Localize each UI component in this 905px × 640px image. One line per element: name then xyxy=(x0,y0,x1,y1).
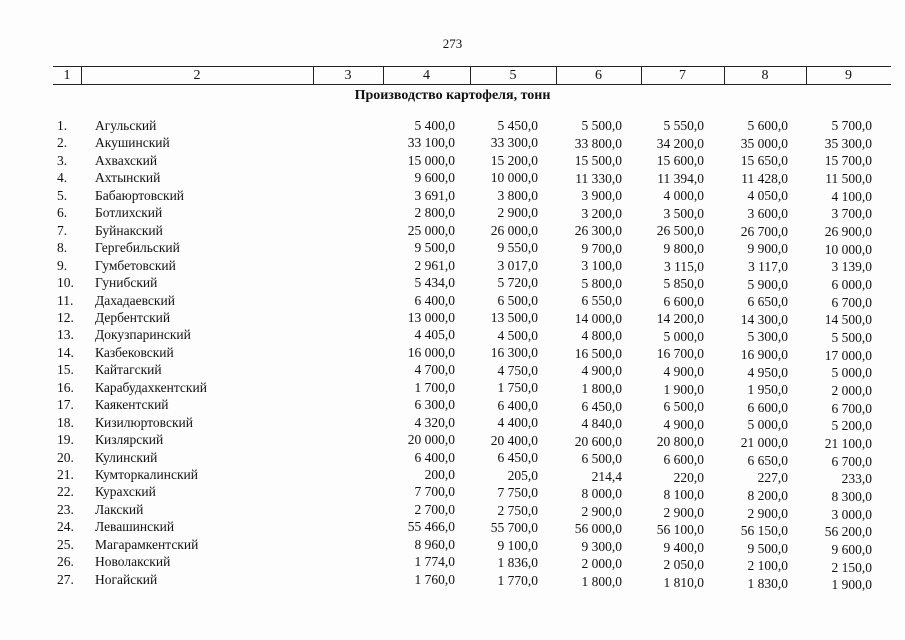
value-cell: 55 466,0 xyxy=(407,519,455,535)
value-cell: 8 100,0 xyxy=(663,487,704,503)
row-number: 1. xyxy=(57,118,68,133)
value-cell: 15 000,0 xyxy=(407,152,455,168)
table-row xyxy=(0,379,905,396)
row-number: 2. xyxy=(57,135,68,151)
value-cell: 4 900,0 xyxy=(663,364,704,380)
value-cell: 4 500,0 xyxy=(497,327,538,343)
table-row xyxy=(0,431,905,451)
value-cell: 2 900,0 xyxy=(497,205,538,221)
value-cell: 6 600,0 xyxy=(747,399,788,415)
district-name: Карабудахкентский xyxy=(95,379,207,395)
value-cell: 3 139,0 xyxy=(831,259,872,275)
value-cell: 15 200,0 xyxy=(490,152,538,168)
value-cell: 14 200,0 xyxy=(656,311,704,327)
value-cell: 1 770,0 xyxy=(497,572,538,588)
row-number: 18. xyxy=(57,414,74,430)
row-number: 24. xyxy=(57,519,74,535)
value-cell: 233,0 xyxy=(841,471,872,487)
value-cell: 2 150,0 xyxy=(831,559,872,575)
row-number: 20. xyxy=(57,449,74,465)
district-name: Гергебильский xyxy=(95,240,180,256)
value-cell: 15 500,0 xyxy=(574,153,622,169)
value-cell: 6 500,0 xyxy=(663,399,704,415)
row-number: 5. xyxy=(57,187,68,203)
value-cell: 56 150,0 xyxy=(740,523,788,539)
table-row xyxy=(0,239,905,256)
value-cell: 5 450,0 xyxy=(497,118,538,133)
value-cell: 5 000,0 xyxy=(831,365,872,381)
district-name: Каякентский xyxy=(95,397,169,413)
value-cell: 8 000,0 xyxy=(581,486,622,502)
value-cell: 35 300,0 xyxy=(824,135,872,151)
value-cell: 6 650,0 xyxy=(747,452,788,468)
value-cell: 3 900,0 xyxy=(581,188,622,204)
value-cell: 4 900,0 xyxy=(663,416,704,432)
value-cell: 16 900,0 xyxy=(740,347,788,363)
value-cell: 4 900,0 xyxy=(581,363,622,379)
value-cell: 4 405,0 xyxy=(414,327,455,343)
district-name: Новолакский xyxy=(95,554,171,570)
district-name: Докузпаринский xyxy=(95,327,191,343)
district-name: Левашинский xyxy=(95,519,175,535)
table-row xyxy=(0,169,905,186)
value-cell: 3 800,0 xyxy=(497,187,538,203)
value-cell: 6 400,0 xyxy=(497,397,538,413)
value-cell: 205,0 xyxy=(507,467,538,483)
row-number: 26. xyxy=(57,554,74,570)
row-number: 11. xyxy=(57,292,74,308)
value-cell: 6 650,0 xyxy=(747,294,788,310)
value-cell: 5 000,0 xyxy=(663,328,704,344)
value-cell: 9 550,0 xyxy=(497,240,538,256)
row-number: 25. xyxy=(57,536,74,552)
district-name: Бабаюртовский xyxy=(95,187,185,203)
row-number: 22. xyxy=(57,484,74,500)
table-row xyxy=(0,222,905,239)
value-cell: 20 800,0 xyxy=(656,434,704,450)
district-name: Акушинский xyxy=(95,135,170,151)
value-cell: 6 450,0 xyxy=(581,398,622,414)
value-cell: 6 700,0 xyxy=(831,453,872,469)
value-cell: 3 691,0 xyxy=(414,187,455,203)
value-cell: 220,0 xyxy=(673,469,704,485)
row-number: 8. xyxy=(57,240,68,256)
value-cell: 5 850,0 xyxy=(663,276,704,292)
value-cell: 9 700,0 xyxy=(581,240,622,256)
district-name: Кизлярский xyxy=(95,432,164,448)
value-cell: 3 500,0 xyxy=(663,205,704,221)
value-cell: 2 900,0 xyxy=(747,505,788,521)
table-row xyxy=(0,449,905,469)
value-cell: 1 950,0 xyxy=(747,382,788,398)
value-cell: 3 000,0 xyxy=(831,506,872,522)
table-row xyxy=(0,117,905,134)
value-cell: 4 750,0 xyxy=(497,362,538,378)
value-cell: 4 800,0 xyxy=(581,328,622,344)
value-cell: 3 600,0 xyxy=(747,206,788,222)
table-row xyxy=(0,344,905,361)
district-name: Кайтагский xyxy=(95,362,162,378)
row-number: 17. xyxy=(57,397,74,413)
value-cell: 9 800,0 xyxy=(663,241,704,257)
value-cell: 6 500,0 xyxy=(581,451,622,467)
value-cell: 9 100,0 xyxy=(497,537,538,553)
value-cell: 2 800,0 xyxy=(414,205,455,221)
table-row xyxy=(0,536,905,557)
header-col-5: 5 xyxy=(509,68,517,83)
value-cell: 6 300,0 xyxy=(414,397,455,413)
value-cell: 21 000,0 xyxy=(740,435,788,451)
value-cell: 14 500,0 xyxy=(824,312,872,328)
header-col-7: 7 xyxy=(679,68,686,83)
value-cell: 1 760,0 xyxy=(414,571,455,587)
value-cell: 13 500,0 xyxy=(490,310,538,326)
row-number: 16. xyxy=(57,379,74,395)
value-cell: 4 840,0 xyxy=(581,416,622,432)
value-cell: 1 810,0 xyxy=(663,574,704,590)
value-cell: 5 550,0 xyxy=(663,118,704,133)
table-row xyxy=(0,274,905,291)
row-number: 9. xyxy=(57,257,68,273)
district-name: Ботлихский xyxy=(95,205,163,221)
header-col-1: 1 xyxy=(63,68,71,83)
value-cell: 5 600,0 xyxy=(747,118,788,133)
value-cell: 5 000,0 xyxy=(747,417,788,433)
district-name: Дербентский xyxy=(95,309,171,325)
value-cell: 4 100,0 xyxy=(831,188,872,204)
table-row xyxy=(0,187,905,204)
value-cell: 5 800,0 xyxy=(581,275,622,291)
value-cell: 5 700,0 xyxy=(831,118,872,133)
row-number: 13. xyxy=(57,327,74,343)
header-col-8: 8 xyxy=(761,68,769,83)
value-cell: 4 400,0 xyxy=(497,415,538,431)
value-cell: 6 600,0 xyxy=(663,293,704,309)
value-cell: 3 700,0 xyxy=(831,206,872,222)
district-name: Гунибский xyxy=(95,275,158,291)
value-cell: 26 300,0 xyxy=(574,223,622,239)
row-number: 7. xyxy=(57,222,68,238)
district-name: Магарамкентский xyxy=(95,536,199,552)
district-name: Кумторкалинский xyxy=(95,467,198,482)
value-cell: 16 300,0 xyxy=(490,345,538,361)
value-cell: 4 950,0 xyxy=(747,364,788,380)
table-row xyxy=(0,501,905,522)
district-name: Ахтынский xyxy=(95,170,161,186)
table-row xyxy=(0,483,905,504)
row-number: 21. xyxy=(57,467,74,482)
row-number: 3. xyxy=(57,152,68,168)
table-row xyxy=(0,292,905,309)
table-row xyxy=(0,134,905,151)
value-cell: 6 700,0 xyxy=(831,294,872,310)
row-number: 14. xyxy=(57,344,74,360)
table-row xyxy=(0,361,905,381)
value-cell: 56 000,0 xyxy=(574,521,622,537)
district-name: Лакский xyxy=(95,501,144,517)
value-cell: 16 500,0 xyxy=(574,345,622,361)
value-cell: 6 450,0 xyxy=(497,450,538,466)
value-cell: 5 300,0 xyxy=(747,329,788,345)
value-cell: 5 434,0 xyxy=(414,275,455,291)
table-row xyxy=(0,466,905,487)
value-cell: 3 017,0 xyxy=(497,257,538,273)
value-cell: 26 500,0 xyxy=(656,223,704,239)
value-cell: 15 600,0 xyxy=(656,153,704,169)
row-number: 15. xyxy=(57,362,74,378)
value-cell: 11 428,0 xyxy=(741,170,788,186)
value-cell: 15 650,0 xyxy=(740,153,788,169)
value-cell: 1 800,0 xyxy=(581,573,622,589)
value-cell: 33 300,0 xyxy=(490,135,538,151)
value-cell: 1 750,0 xyxy=(497,380,538,396)
value-cell: 33 800,0 xyxy=(574,135,622,151)
value-cell: 2 900,0 xyxy=(581,503,622,519)
value-cell: 13 000,0 xyxy=(407,309,455,325)
value-cell: 35 000,0 xyxy=(740,135,788,151)
value-cell: 5 500,0 xyxy=(831,329,872,345)
value-cell: 9 600,0 xyxy=(831,541,872,557)
value-cell: 55 700,0 xyxy=(490,520,538,536)
table-row xyxy=(0,152,905,169)
value-cell: 5 720,0 xyxy=(497,275,538,291)
value-cell: 1 774,0 xyxy=(414,554,455,570)
district-name: Дахадаевский xyxy=(95,292,175,308)
value-cell: 9 300,0 xyxy=(581,538,622,554)
value-cell: 14 000,0 xyxy=(574,310,622,326)
district-name: Кизилюртовский xyxy=(95,414,193,430)
value-cell: 11 330,0 xyxy=(575,170,622,186)
value-cell: 20 000,0 xyxy=(407,432,455,448)
value-cell: 34 200,0 xyxy=(656,135,704,151)
header-col-6: 6 xyxy=(595,68,602,83)
value-cell: 3 200,0 xyxy=(581,205,622,221)
value-cell: 9 500,0 xyxy=(414,240,455,256)
value-cell: 4 000,0 xyxy=(663,188,704,204)
value-cell: 56 100,0 xyxy=(656,522,704,538)
value-cell: 3 115,0 xyxy=(664,258,704,274)
district-name: Ахвахский xyxy=(95,152,158,168)
value-cell: 3 100,0 xyxy=(581,258,622,274)
row-number: 19. xyxy=(57,432,74,448)
table-row xyxy=(0,257,905,274)
value-cell: 2 700,0 xyxy=(414,501,455,517)
value-cell: 4 320,0 xyxy=(414,414,455,430)
header-col-9: 9 xyxy=(845,68,852,83)
value-cell: 7 700,0 xyxy=(414,484,455,500)
value-cell: 11 500,0 xyxy=(825,170,872,186)
table-row xyxy=(0,553,905,575)
value-cell: 16 700,0 xyxy=(656,346,704,362)
value-cell: 1 836,0 xyxy=(497,555,538,571)
value-cell: 9 400,0 xyxy=(663,539,704,555)
value-cell: 33 100,0 xyxy=(407,135,455,151)
value-cell: 4 050,0 xyxy=(747,188,788,204)
district-name: Курахский xyxy=(95,484,156,500)
value-cell: 1 800,0 xyxy=(581,381,622,396)
value-cell: 2 100,0 xyxy=(747,558,788,574)
value-cell: 200,0 xyxy=(424,467,455,482)
value-cell: 17 000,0 xyxy=(824,347,872,363)
value-cell: 6 000,0 xyxy=(831,276,872,292)
row-number: 12. xyxy=(57,309,74,325)
value-cell: 9 900,0 xyxy=(747,241,788,257)
value-cell: 2 000,0 xyxy=(831,382,872,398)
value-cell: 5 400,0 xyxy=(414,118,455,133)
value-cell: 8 300,0 xyxy=(831,488,872,504)
value-cell: 8 200,0 xyxy=(747,487,788,503)
row-number: 6. xyxy=(57,205,68,221)
value-cell: 7 750,0 xyxy=(497,485,538,501)
row-number: 27. xyxy=(57,571,74,587)
header-col-4: 4 xyxy=(423,68,430,83)
value-cell: 1 900,0 xyxy=(663,381,704,397)
table-row xyxy=(0,396,905,416)
value-cell: 2 900,0 xyxy=(663,504,704,520)
value-cell: 2 000,0 xyxy=(581,556,622,572)
value-cell: 9 600,0 xyxy=(414,170,455,186)
table-row xyxy=(0,571,905,593)
value-cell: 1 830,0 xyxy=(747,576,788,592)
value-cell: 5 500,0 xyxy=(581,118,622,133)
value-cell: 6 400,0 xyxy=(414,449,455,465)
table-row xyxy=(0,518,905,540)
district-name: Казбековский xyxy=(95,344,174,360)
value-cell: 6 700,0 xyxy=(831,400,872,416)
value-cell: 2 750,0 xyxy=(497,502,538,518)
value-cell: 6 550,0 xyxy=(581,293,622,309)
value-cell: 15 700,0 xyxy=(824,153,872,169)
value-cell: 9 500,0 xyxy=(747,540,788,556)
header-col-3: 3 xyxy=(344,68,352,83)
table-title: Производство картофеля, тонн xyxy=(354,88,551,103)
value-cell: 10 000,0 xyxy=(490,170,538,186)
value-cell: 5 900,0 xyxy=(747,276,788,292)
header-col-2: 2 xyxy=(193,68,201,83)
row-number: 23. xyxy=(57,501,74,517)
value-cell: 20 400,0 xyxy=(490,432,538,448)
district-name: Агульский xyxy=(95,118,157,133)
district-name: Кулинский xyxy=(95,449,158,465)
value-cell: 56 200,0 xyxy=(824,524,872,540)
row-number: 4. xyxy=(57,170,68,186)
value-cell: 214,4 xyxy=(591,468,622,484)
value-cell: 16 000,0 xyxy=(407,344,455,360)
value-cell: 6 400,0 xyxy=(414,292,455,308)
value-cell: 4 700,0 xyxy=(414,362,455,378)
value-cell: 5 200,0 xyxy=(831,418,872,434)
page-number: 273 xyxy=(442,36,463,51)
table-row xyxy=(0,326,905,343)
value-cell: 2 961,0 xyxy=(414,257,455,273)
value-cell: 10 000,0 xyxy=(824,241,872,257)
value-cell: 11 394,0 xyxy=(657,170,704,186)
value-cell: 26 900,0 xyxy=(824,223,872,239)
value-cell: 6 600,0 xyxy=(663,451,704,467)
value-cell: 227,0 xyxy=(757,470,788,486)
value-cell: 6 500,0 xyxy=(497,292,538,308)
value-cell: 1 700,0 xyxy=(414,379,455,395)
row-number: 10. xyxy=(57,275,74,291)
table-row xyxy=(0,414,905,434)
value-cell: 21 100,0 xyxy=(824,435,872,451)
value-cell: 8 960,0 xyxy=(414,536,455,552)
district-name: Гумбетовский xyxy=(95,257,176,273)
value-cell: 14 300,0 xyxy=(740,311,788,327)
value-cell: 3 117,0 xyxy=(748,258,788,274)
value-cell: 1 900,0 xyxy=(831,577,872,593)
table-row xyxy=(0,309,905,326)
value-cell: 20 600,0 xyxy=(574,433,622,449)
district-name: Ногайский xyxy=(95,571,158,587)
value-cell: 25 000,0 xyxy=(407,222,455,238)
district-name: Буйнакский xyxy=(95,222,163,238)
value-cell: 26 000,0 xyxy=(490,222,538,238)
value-cell: 2 050,0 xyxy=(663,557,704,573)
value-cell: 26 700,0 xyxy=(740,223,788,239)
table-row xyxy=(0,204,905,221)
